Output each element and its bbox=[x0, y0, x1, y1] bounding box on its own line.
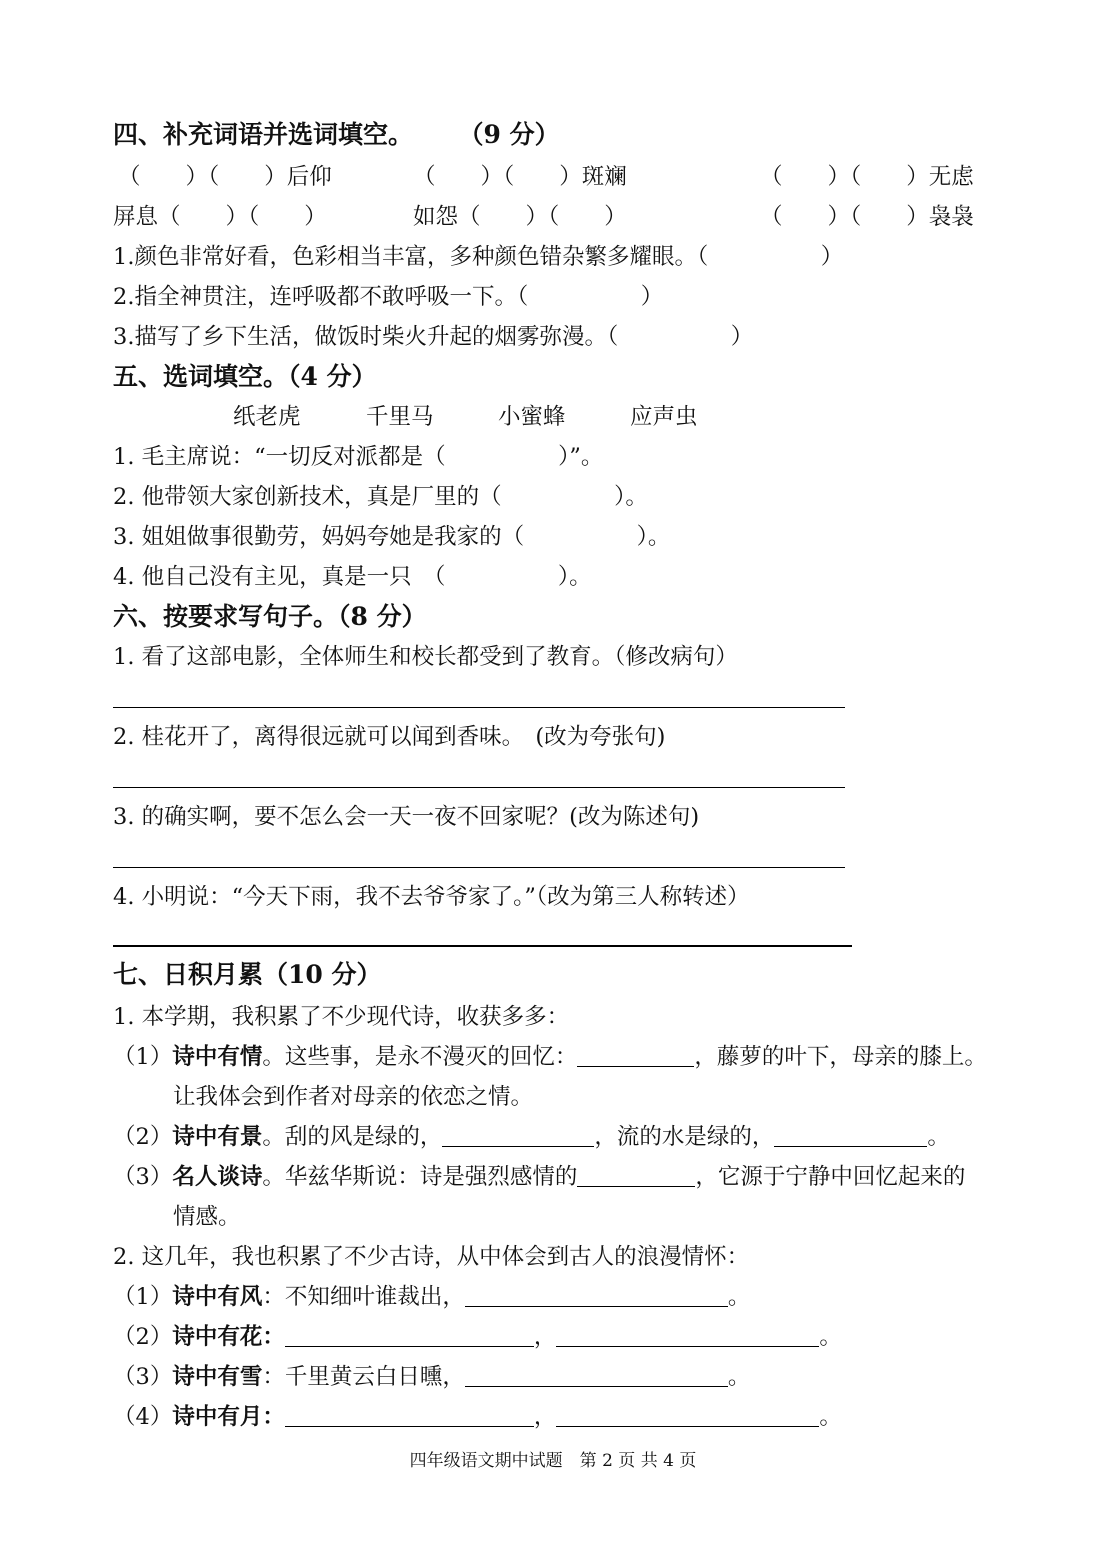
modern-poem-item-1 bbox=[113, 1042, 987, 1072]
answer-line-3 bbox=[113, 867, 845, 868]
question-text: 1.颜色非常好看，色彩相当丰富，多种颜色错杂繁多耀眼。 bbox=[113, 244, 697, 270]
fill-blank bbox=[577, 1044, 694, 1067]
item-label: （1） bbox=[113, 1284, 173, 1310]
answer-parentheses: （ ） bbox=[606, 324, 754, 350]
item-text: 。这些事，是永不漫灭的回忆： bbox=[262, 1044, 578, 1070]
question-text: 4. 他自己没有主见，真是一只 bbox=[113, 564, 435, 590]
idiom-row-1-item-3: （ ）（ ）无虑 bbox=[760, 164, 974, 190]
section-6-question-1: 1. 看了这部电影，全体师生和校长都受到了教育。（修改病句） bbox=[113, 644, 738, 670]
word-bank-item-4: 应声虫 bbox=[630, 404, 698, 430]
idiom-row-1-item-2: （ ）（ ）斑斓 bbox=[413, 164, 627, 190]
item-keyword: 诗中有景 bbox=[172, 1124, 263, 1150]
item-text: 。 bbox=[819, 1404, 842, 1430]
modern-poem-item-3 bbox=[113, 1162, 965, 1192]
ancient-poem-item-4 bbox=[113, 1402, 842, 1432]
fill-blank bbox=[465, 1364, 728, 1387]
question-text-end: 。 bbox=[625, 484, 648, 510]
modern-poem-item-1-continuation: 让我体会到作者对母亲的依恋之情。 bbox=[173, 1084, 534, 1110]
answer-parentheses: （ ） bbox=[501, 524, 648, 550]
item-text: ，藤萝的叶下，母亲的膝上。 bbox=[694, 1044, 987, 1070]
item-label: （4） bbox=[113, 1404, 173, 1430]
idiom-row-2-item-3: （ ）（ ）袅袅 bbox=[760, 204, 974, 230]
section-4-score: （9 分） bbox=[471, 120, 560, 149]
question-text-end: 。 bbox=[647, 524, 671, 550]
ancient-poem-item-2 bbox=[113, 1322, 842, 1352]
idiom-row-1-item-1: （ ）（ ）后仰 bbox=[118, 164, 332, 190]
section-5-question-3 bbox=[113, 522, 670, 552]
modern-poem-item-2 bbox=[113, 1122, 950, 1152]
fill-blank bbox=[465, 1284, 728, 1307]
section-4-question-1 bbox=[113, 242, 843, 272]
answer-parentheses: （ ） bbox=[516, 284, 664, 310]
word-bank-item-2: 千里马 bbox=[366, 404, 434, 430]
item-keyword: 诗中有月 bbox=[172, 1404, 263, 1430]
item-label: （2） bbox=[113, 1324, 173, 1350]
question-text: 1. 毛主席说：“一切反对派都是 bbox=[113, 444, 424, 470]
section-7-part-1-intro: 1. 本学期，我积累了不少现代诗，收获多多： bbox=[113, 1004, 570, 1030]
item-text: 。 bbox=[727, 1284, 751, 1310]
item-keyword: 名人谈诗 bbox=[172, 1164, 263, 1190]
answer-parentheses: （ ） bbox=[479, 484, 626, 510]
item-text: ， bbox=[533, 1324, 557, 1350]
ancient-poem-item-1 bbox=[113, 1282, 750, 1312]
idiom-row-2-item-1: 屏息（ ）（ ） bbox=[113, 204, 327, 230]
answer-parentheses: （ ） bbox=[696, 244, 844, 270]
item-text: 。 bbox=[927, 1124, 950, 1150]
question-text: 3. 姐姐做事很勤劳，妈妈夸她是我家的 bbox=[113, 524, 502, 550]
section-7-part-2-intro: 2. 这几年，我也积累了不少古诗，从中体会到古人的浪漫情怀： bbox=[113, 1244, 750, 1270]
item-label: （3） bbox=[113, 1164, 173, 1190]
answer-parentheses: （ ） bbox=[423, 444, 570, 470]
fill-blank bbox=[442, 1124, 594, 1147]
item-text: 。 bbox=[727, 1364, 751, 1390]
fill-blank bbox=[285, 1404, 534, 1427]
item-label: （1） bbox=[113, 1044, 173, 1070]
section-6-question-4: 4. 小明说：“今天下雨，我不去爷爷家了。”（改为第三人称转述） bbox=[113, 884, 750, 910]
question-text-end: 。 bbox=[569, 564, 592, 590]
section-4-question-2 bbox=[113, 282, 663, 312]
item-text: ，它源于宁静中回忆起来的 bbox=[695, 1164, 966, 1190]
section-5-question-4 bbox=[113, 562, 592, 592]
section-5-title: 五、选词填空。（4 分） bbox=[113, 362, 377, 391]
item-text: ：千里黄云白日曛， bbox=[262, 1364, 465, 1390]
fill-blank bbox=[285, 1324, 534, 1347]
fill-blank bbox=[577, 1164, 695, 1187]
section-4-question-3 bbox=[113, 322, 753, 352]
item-text: 。 bbox=[819, 1324, 842, 1350]
question-text: 3.描写了乡下生活，做饭时柴火升起的烟雾弥漫。 bbox=[113, 324, 607, 350]
fill-blank bbox=[556, 1324, 819, 1347]
section-4-title: 四、补充词语并选词填空。 bbox=[113, 120, 414, 149]
item-text: ， bbox=[533, 1404, 557, 1430]
word-bank-item-1: 纸老虎 bbox=[233, 404, 301, 430]
question-text: 2. 他带领大家创新技术，真是厂里的 bbox=[113, 484, 480, 510]
item-keyword: 诗中有情 bbox=[172, 1044, 263, 1070]
section-6-question-3: 3. 的确实啊，要不怎么会一天一夜不回家呢？(改为陈述句) bbox=[113, 804, 700, 830]
item-keyword: 诗中有风 bbox=[172, 1284, 263, 1310]
section-4-heading bbox=[113, 120, 560, 150]
item-label: （3） bbox=[113, 1364, 173, 1390]
item-label: （2） bbox=[113, 1124, 173, 1150]
answer-line-1 bbox=[113, 707, 845, 708]
idiom-row-2-item-2: 如怨（ ）（ ） bbox=[413, 204, 627, 230]
answer-line-4 bbox=[113, 945, 852, 947]
section-5-question-2 bbox=[113, 482, 648, 512]
item-text: ： bbox=[262, 1404, 285, 1430]
answer-parentheses: （ ） bbox=[434, 564, 570, 590]
word-bank-item-3: 小蜜蜂 bbox=[498, 404, 566, 430]
section-7-title: 七、日积月累（10 分） bbox=[113, 960, 382, 989]
section-6-title: 六、按要求写句子。（8 分） bbox=[113, 602, 427, 631]
item-text: 。华兹华斯说：诗是强烈感情的 bbox=[262, 1164, 578, 1190]
question-text: 2.指全神贯注，连呼吸都不敢呼吸一下。 bbox=[113, 284, 517, 310]
fill-blank bbox=[556, 1404, 819, 1427]
item-keyword: 诗中有花 bbox=[172, 1324, 263, 1350]
modern-poem-item-3-continuation: 情感。 bbox=[173, 1204, 241, 1230]
item-keyword: 诗中有雪 bbox=[172, 1364, 263, 1390]
ancient-poem-item-3 bbox=[113, 1362, 750, 1392]
page-footer: 四年级语文期中试题 第 2 页 共 4 页 bbox=[409, 1451, 697, 1471]
section-6-question-2: 2. 桂花开了，离得很远就可以闻到香味。 (改为夸张句) bbox=[113, 724, 666, 750]
item-text: ，流的水是绿的， bbox=[594, 1124, 775, 1150]
item-text: ：不知细叶谁裁出， bbox=[262, 1284, 465, 1310]
item-text: ： bbox=[262, 1324, 285, 1350]
answer-line-2 bbox=[113, 787, 845, 788]
question-text-end: ”。 bbox=[569, 444, 604, 470]
item-text: 。刮的风是绿的， bbox=[262, 1124, 443, 1150]
fill-blank bbox=[774, 1124, 927, 1147]
section-5-question-1 bbox=[113, 442, 603, 472]
